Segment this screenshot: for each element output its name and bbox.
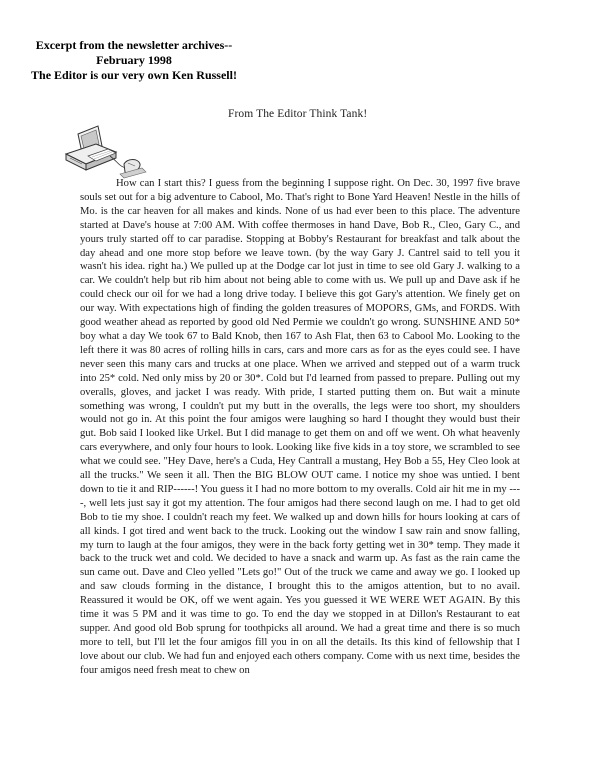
archive-header-line-2: February 1998 [96, 53, 172, 67]
article-body: How can I start this? I guess from the beginning I suppose right. On Dec. 30, 1997 five brave souls set out for a big adventure to Cabool, Mo. That's right to Bone Yard Heaven! Nestle in the hills of Mo. is the car heaven for all makes and kinds. None of us had ever been to this place. The adventure started at Dave's house at 7:00 AM. With coffee thermoses in hand Dave, Bob R., Cleo, Gary C., and yours truly started off to car paradise. Stopping at Bobby's Restaurant for breakfast and talk about the day ahead and one more stop before we leave town. (by the way Gary J. Cantrel said to tell you it wasn't his idea. right ha.) We pulled up at the Dodge car lot just in time to see old Gary J. walking to a car. We couldn't help but rib him about not being able to come with us. We pull up and Dave ask if he could check our oil for we had a long drive today. I believe this got Gary's attention. We finely get on our way. With expectations high of finding the golden treasures of MOPORS, GMs, and FORDS. With good weather ahead as reported by good old Ned Permie we couldn't go wrong. SUNSHINE AND 50* boy what a day We took 67 to Bald Knob, then 167 to Ash Flat, then 63 to Cabool Mo. Looking to the left there it was 80 acres of rolling hills in cars, cars and more cars as for as the eyes could see. I have never seen this many cars and trucks at one place. When we arrived and stepped out of a warm truck into 25* cold. Ned only miss by 20 or 30*. Cold but I'd learned from passed to prepare. Pulling out my overalls, gloves, and jacket I was ready. With pride, I started putting them on. But wait a minute something was wrong, I couldn't put my butt in the overalls, the legs were too short, my shoulders would not go in. At this point the four amigos were laughing so hard I thought they would bust their gut. Bob said I looked like Urkel. But I did manage to get them on and off we went. Oh what heavenly cars everywhere, and only four hours to look. Looking like five kids in a toy store, we scrambled to see what we could see. "Hey Dave, here's a Cuda, Hey Cantrall a mustang, Hey Bob a 55, Hey Cleo look at all the trucks." We seen it all. Then the BIG BLOW OUT came. I notice my shoe was untied. I bent down to tie it and RIP------! You guess it I had no more bottom to my overalls. Cold air hit me in my ----, well lets just say it got my attention. The four amigos had there second laugh on me. I had to get old Bob to tie my shoe. I couldn't reach my feet. We walked up and down hills for hours looking at cars of all kinds. I got tired and went back to the truck. Looking out the window I saw rain and snow falling, my turn to laugh at the four amigos, they were in the back forty getting wet in 30* temp. They made it back to the truck wet and cold. We decided to have a snack and warm up. As fast as the rain came the sun came out. Dave and Cleo yelled "Lets go!" Out of the truck we came and away we go. I looked up and saw clouds forming in the distance, I brought this to the amigos attention, but to no avail. Reassured it would be OK, off we went again. Yes you guessed it WE WERE WET AGAIN. By this time it was 5 PM and it was time to go. To end the day we stopped in at Dillon's Restaurant to eat supper. And good old Bob sprung for toothpicks all around. We had a great time and there is so much more to tell, but I'll let the four amigos fill you in on all the details. Its this kind of fellowship that I love about our club. We had fun and enjoyed each others company. Come with us next time, besides the four amigos need fresh meat to chew on [80, 178, 520, 676]
article-title: From The Editor Think Tank! [228, 108, 368, 120]
archive-header-note [0, 38, 268, 83]
archive-header-line-1: Excerpt from the newsletter archives-- [35, 38, 233, 52]
archive-header-line-3: The Editor is our very own Ken Russell! [31, 68, 237, 82]
computer-mouse-clipart-icon [58, 120, 148, 182]
